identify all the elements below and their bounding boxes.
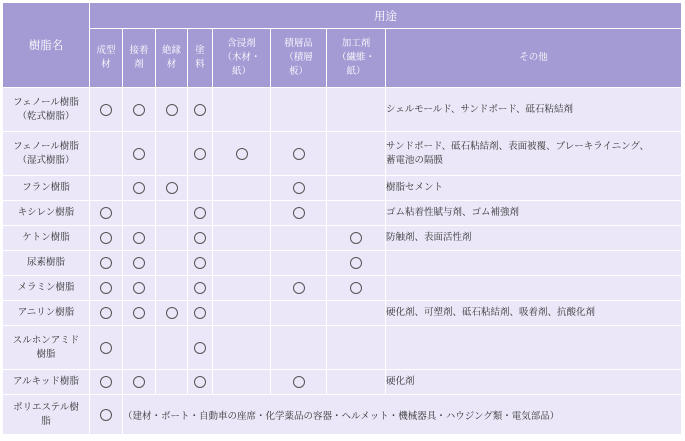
circle-mark-icon xyxy=(133,257,145,269)
circle-mark-icon xyxy=(293,207,305,219)
resin-name-cell: メラミン樹脂 xyxy=(3,276,90,301)
circle-mark-icon xyxy=(100,104,112,116)
circle-mark-icon xyxy=(194,207,206,219)
usage-mark-cell xyxy=(271,276,327,301)
usage-mark-cell xyxy=(271,176,327,201)
usage-mark-cell xyxy=(123,132,156,176)
usage-mark-cell xyxy=(90,370,123,395)
usage-mark-cell xyxy=(327,176,386,201)
usage-mark-cell xyxy=(156,132,188,176)
usage-mark-cell xyxy=(123,226,156,251)
usage-mark-cell xyxy=(90,301,123,326)
circle-mark-icon xyxy=(350,232,362,244)
usage-mark-cell xyxy=(123,251,156,276)
circle-mark-icon xyxy=(133,182,145,194)
resin-name-header: 樹脂名 xyxy=(3,3,90,88)
circle-mark-icon xyxy=(166,104,178,116)
usage-mark-cell xyxy=(327,251,386,276)
other-uses-cell: 防触剤、表面活性剤 xyxy=(386,226,682,251)
resin-name-cell: ケトン樹脂 xyxy=(3,226,90,251)
usage-mark-cell xyxy=(123,276,156,301)
circle-mark-icon xyxy=(194,104,206,116)
col-header-molding: 成型 材 xyxy=(90,29,123,88)
circle-mark-icon xyxy=(194,257,206,269)
other-uses-cell: サンドボード、砥石粘結剤、表面被覆、ブレーキライニング、 蓄電池の隔膜 xyxy=(386,132,682,176)
usage-mark-cell xyxy=(123,370,156,395)
other-uses-cell xyxy=(386,276,682,301)
circle-mark-icon xyxy=(194,307,206,319)
table-body xyxy=(3,88,682,395)
circle-mark-icon xyxy=(293,182,305,194)
circle-mark-icon xyxy=(236,148,248,160)
polyester-uses-note: （建材・ボート・自動車の座席・化学薬品の容器・ヘルメット・機械器具・ハウジング類・電気部品） xyxy=(123,395,682,435)
usage-mark-cell xyxy=(327,301,386,326)
usage-mark-cell xyxy=(123,326,156,370)
table-row xyxy=(3,276,682,301)
other-uses-cell: 樹脂セメント xyxy=(386,176,682,201)
col-header-impregnant: 含浸剤 （木材・ 紙） xyxy=(213,29,271,88)
usage-mark-cell xyxy=(188,301,213,326)
col-header-processing-agent: 加工剤 （繊維・ 紙） xyxy=(327,29,386,88)
col-header-laminate: 積層品 （積層 板） xyxy=(271,29,327,88)
other-uses-cell: ゴム粘着性賦与剤、ゴム補強剤 xyxy=(386,201,682,226)
circle-mark-icon xyxy=(293,282,305,294)
usage-mark-cell xyxy=(90,326,123,370)
circle-mark-icon xyxy=(133,376,145,388)
usage-mark-cell xyxy=(271,201,327,226)
usage-mark-cell xyxy=(188,326,213,370)
circle-mark-icon xyxy=(100,307,112,319)
usage-mark-cell xyxy=(90,201,123,226)
usage-mark-cell xyxy=(156,326,188,370)
usage-mark-cell xyxy=(123,176,156,201)
usage-mark-cell xyxy=(327,201,386,226)
usage-mark-cell xyxy=(271,251,327,276)
circle-mark-icon xyxy=(100,232,112,244)
usage-mark-cell xyxy=(156,226,188,251)
circle-mark-icon xyxy=(133,282,145,294)
table-row xyxy=(3,226,682,251)
circle-mark-icon xyxy=(350,257,362,269)
resin-name-cell: スルホンアミド 樹脂 xyxy=(3,326,90,370)
col-header-insulation: 絶縁 材 xyxy=(156,29,188,88)
usage-mark-cell xyxy=(90,395,123,435)
circle-mark-icon xyxy=(194,376,206,388)
usage-mark-cell xyxy=(156,301,188,326)
resin-usage-table xyxy=(3,3,682,435)
circle-mark-icon xyxy=(194,282,206,294)
usage-mark-cell xyxy=(156,201,188,226)
table-row xyxy=(3,132,682,176)
table-row-polyester xyxy=(3,395,682,435)
resin-name-cell: フェノール樹脂 （乾式樹脂） xyxy=(3,88,90,132)
circle-mark-icon xyxy=(166,182,178,194)
other-uses-cell: 硬化剤 xyxy=(386,370,682,395)
resin-name-cell: 尿素樹脂 xyxy=(3,251,90,276)
usage-mark-cell xyxy=(213,301,271,326)
circle-mark-icon xyxy=(100,282,112,294)
usage-mark-cell xyxy=(271,88,327,132)
usage-mark-cell xyxy=(271,132,327,176)
usage-mark-cell xyxy=(90,226,123,251)
circle-mark-icon xyxy=(350,282,362,294)
table-row xyxy=(3,251,682,276)
usage-mark-cell xyxy=(271,326,327,370)
usage-mark-cell xyxy=(123,301,156,326)
table-row xyxy=(3,301,682,326)
other-uses-cell: 硬化剤、可塑剤、砥石粘結剤、吸着剤、抗酸化剤 xyxy=(386,301,682,326)
circle-mark-icon xyxy=(100,409,112,421)
usage-mark-cell xyxy=(327,370,386,395)
circle-mark-icon xyxy=(194,148,206,160)
circle-mark-icon xyxy=(133,104,145,116)
table-row xyxy=(3,326,682,370)
usage-mark-cell xyxy=(327,226,386,251)
usage-mark-cell xyxy=(213,132,271,176)
usage-mark-cell xyxy=(188,201,213,226)
usage-mark-cell xyxy=(213,176,271,201)
usage-mark-cell xyxy=(213,370,271,395)
usage-mark-cell xyxy=(271,226,327,251)
usage-mark-cell xyxy=(156,276,188,301)
other-uses-cell xyxy=(386,251,682,276)
circle-mark-icon xyxy=(194,342,206,354)
usage-mark-cell xyxy=(156,251,188,276)
usage-mark-cell xyxy=(188,251,213,276)
circle-mark-icon xyxy=(133,148,145,160)
circle-mark-icon xyxy=(133,232,145,244)
usage-mark-cell xyxy=(156,88,188,132)
usage-mark-cell xyxy=(213,251,271,276)
usage-header: 用途 xyxy=(90,3,682,29)
circle-mark-icon xyxy=(100,257,112,269)
table-row xyxy=(3,201,682,226)
usage-mark-cell xyxy=(327,132,386,176)
usage-mark-cell xyxy=(213,88,271,132)
table-row xyxy=(3,370,682,395)
circle-mark-icon xyxy=(194,232,206,244)
usage-mark-cell xyxy=(90,276,123,301)
usage-mark-cell xyxy=(90,251,123,276)
usage-mark-cell xyxy=(123,201,156,226)
resin-name-cell: フラン樹脂 xyxy=(3,176,90,201)
resin-name-cell: アニリン樹脂 xyxy=(3,301,90,326)
circle-mark-icon xyxy=(293,148,305,160)
table-row xyxy=(3,88,682,132)
table-row xyxy=(3,176,682,201)
resin-name-cell: フェノール樹脂 （湿式樹脂） xyxy=(3,132,90,176)
usage-mark-cell xyxy=(156,370,188,395)
other-uses-cell xyxy=(386,326,682,370)
other-uses-cell: シェルモールド、サンドボード、砥石粘結剤 xyxy=(386,88,682,132)
usage-mark-cell xyxy=(327,326,386,370)
col-header-adhesive: 接着 剤 xyxy=(123,29,156,88)
circle-mark-icon xyxy=(293,376,305,388)
usage-mark-cell xyxy=(271,301,327,326)
usage-mark-cell xyxy=(327,88,386,132)
circle-mark-icon xyxy=(100,342,112,354)
col-header-other: その他 xyxy=(386,29,682,88)
usage-mark-cell xyxy=(188,132,213,176)
usage-mark-cell xyxy=(188,370,213,395)
usage-mark-cell xyxy=(213,326,271,370)
circle-mark-icon xyxy=(133,307,145,319)
circle-mark-icon xyxy=(100,376,112,388)
usage-mark-cell xyxy=(271,370,327,395)
usage-mark-cell xyxy=(188,176,213,201)
usage-mark-cell xyxy=(213,201,271,226)
usage-mark-cell xyxy=(327,276,386,301)
usage-mark-cell xyxy=(156,176,188,201)
circle-mark-icon xyxy=(166,307,178,319)
usage-mark-cell xyxy=(90,88,123,132)
usage-mark-cell xyxy=(213,276,271,301)
usage-mark-cell xyxy=(213,226,271,251)
circle-mark-icon xyxy=(100,207,112,219)
usage-mark-cell xyxy=(90,176,123,201)
col-header-paint: 塗 料 xyxy=(188,29,213,88)
resin-name-cell: キシレン樹脂 xyxy=(3,201,90,226)
usage-mark-cell xyxy=(90,132,123,176)
usage-mark-cell xyxy=(188,88,213,132)
usage-mark-cell xyxy=(123,88,156,132)
resin-name-cell: アルキッド樹脂 xyxy=(3,370,90,395)
usage-mark-cell xyxy=(188,276,213,301)
usage-mark-cell xyxy=(188,226,213,251)
resin-name-cell: ポリエステル樹 脂 xyxy=(3,395,90,435)
